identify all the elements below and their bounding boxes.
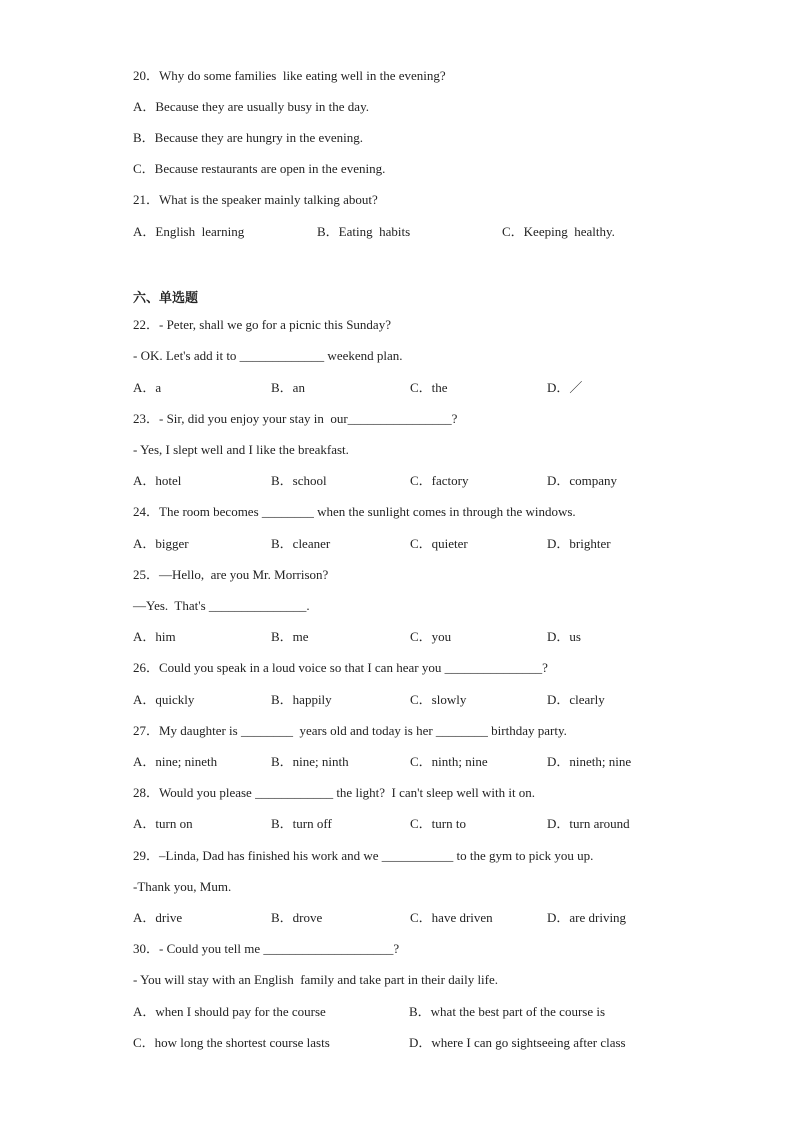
question-21-option-a[interactable]: A．English learning	[133, 224, 245, 239]
question-24-option-d[interactable]: D．brighter	[547, 536, 611, 551]
question-21-stem: 21．What is the speaker mainly talking about?	[133, 192, 378, 207]
question-29-option-d[interactable]: D．are driving	[547, 910, 627, 925]
question-28-option-a[interactable]: A．turn on	[133, 816, 193, 831]
question-29-stem: 29．–Linda, Dad has finished his work and we ___________ to the gym to pick you up.	[133, 848, 594, 863]
question-27-stem: 27．My daughter is ________ years old and today is her ________ birthday party.	[133, 723, 567, 738]
question-23-option-d[interactable]: D．company	[547, 473, 618, 488]
section-title: 六、单选题	[133, 291, 199, 306]
question-22-option-a[interactable]: A．a	[133, 380, 162, 395]
question-20-stem: 20．Why do some families like eating well in the evening?	[133, 68, 446, 83]
question-20-option-c[interactable]: C．Because restaurants are open in the evening.	[133, 161, 386, 176]
question-30-option-c[interactable]: C．how long the shortest course lasts	[133, 1035, 330, 1050]
question-30-option-d[interactable]: D．where I can go sightseeing after class	[409, 1035, 626, 1050]
question-25-option-d[interactable]: D．us	[547, 629, 581, 644]
question-23-dialogue: - Yes, I slept well and I like the breakfast.	[133, 442, 349, 457]
question-27-option-c[interactable]: C．ninth; nine	[410, 754, 488, 769]
question-23-option-b[interactable]: B．school	[271, 473, 327, 488]
question-29-option-c[interactable]: C．have driven	[410, 910, 493, 925]
question-25-stem: 25．—Hello, are you Mr. Morrison?	[133, 567, 329, 582]
question-22-option-b[interactable]: B．an	[271, 380, 305, 395]
question-30-option-b[interactable]: B．what the best part of the course is	[409, 1004, 606, 1019]
question-22-stem: 22．- Peter, shall we go for a picnic this Sunday?	[133, 317, 391, 332]
question-27-option-a[interactable]: A．nine; nineth	[133, 754, 218, 769]
question-26-stem: 26．Could you speak in a loud voice so that I can hear you _______________?	[133, 660, 548, 675]
question-28-option-c[interactable]: C．turn to	[410, 816, 466, 831]
question-26-option-b[interactable]: B．happily	[271, 692, 332, 707]
question-22-option-d[interactable]: D．／	[547, 380, 583, 395]
question-25-dialogue: —Yes. That's _______________.	[133, 598, 310, 613]
question-28-option-b[interactable]: B．turn off	[271, 816, 332, 831]
question-25-option-b[interactable]: B．me	[271, 629, 309, 644]
question-24-option-a[interactable]: A．bigger	[133, 536, 189, 551]
question-22-dialogue: - OK. Let's add it to _____________ weekend plan.	[133, 348, 403, 363]
question-30-stem: 30．- Could you tell me ____________________?	[133, 941, 400, 956]
question-27-option-b[interactable]: B．nine; ninth	[271, 754, 349, 769]
question-26-option-c[interactable]: C．slowly	[410, 692, 467, 707]
question-29-dialogue: -Thank you, Mum.	[133, 879, 232, 894]
question-20-option-a[interactable]: A．Because they are usually busy in the day.	[133, 99, 369, 114]
question-28-stem: 28．Would you please ____________ the light? I can't sleep well with it on.	[133, 785, 536, 800]
question-23-option-c[interactable]: C．factory	[410, 473, 469, 488]
question-29-option-b[interactable]: B．drove	[271, 910, 323, 925]
question-30-dialogue: - You will stay with an English family and take part in their daily life.	[133, 972, 499, 987]
question-26-option-a[interactable]: A．quickly	[133, 692, 195, 707]
question-29-option-a[interactable]: A．drive	[133, 910, 183, 925]
question-24-option-b[interactable]: B．cleaner	[271, 536, 331, 551]
question-30-option-a[interactable]: A．when I should pay for the course	[133, 1004, 326, 1019]
question-21-option-c[interactable]: C．Keeping healthy.	[502, 224, 615, 239]
question-23-option-a[interactable]: A．hotel	[133, 473, 182, 488]
question-25-option-c[interactable]: C．you	[410, 629, 452, 644]
question-21-option-b[interactable]: B．Eating habits	[317, 224, 411, 239]
question-24-option-c[interactable]: C．quieter	[410, 536, 468, 551]
question-20-option-b[interactable]: B．Because they are hungry in the evening.	[133, 130, 363, 145]
question-27-option-d[interactable]: D．nineth; nine	[547, 754, 632, 769]
question-25-option-a[interactable]: A．him	[133, 629, 176, 644]
question-22-option-c[interactable]: C．the	[410, 380, 448, 395]
question-26-option-d[interactable]: D．clearly	[547, 692, 605, 707]
question-24-stem: 24．The room becomes ________ when the sunlight comes in through the windows.	[133, 504, 576, 519]
question-28-option-d[interactable]: D．turn around	[547, 816, 630, 831]
question-23-stem: 23．- Sir, did you enjoy your stay in our________________?	[133, 411, 458, 426]
